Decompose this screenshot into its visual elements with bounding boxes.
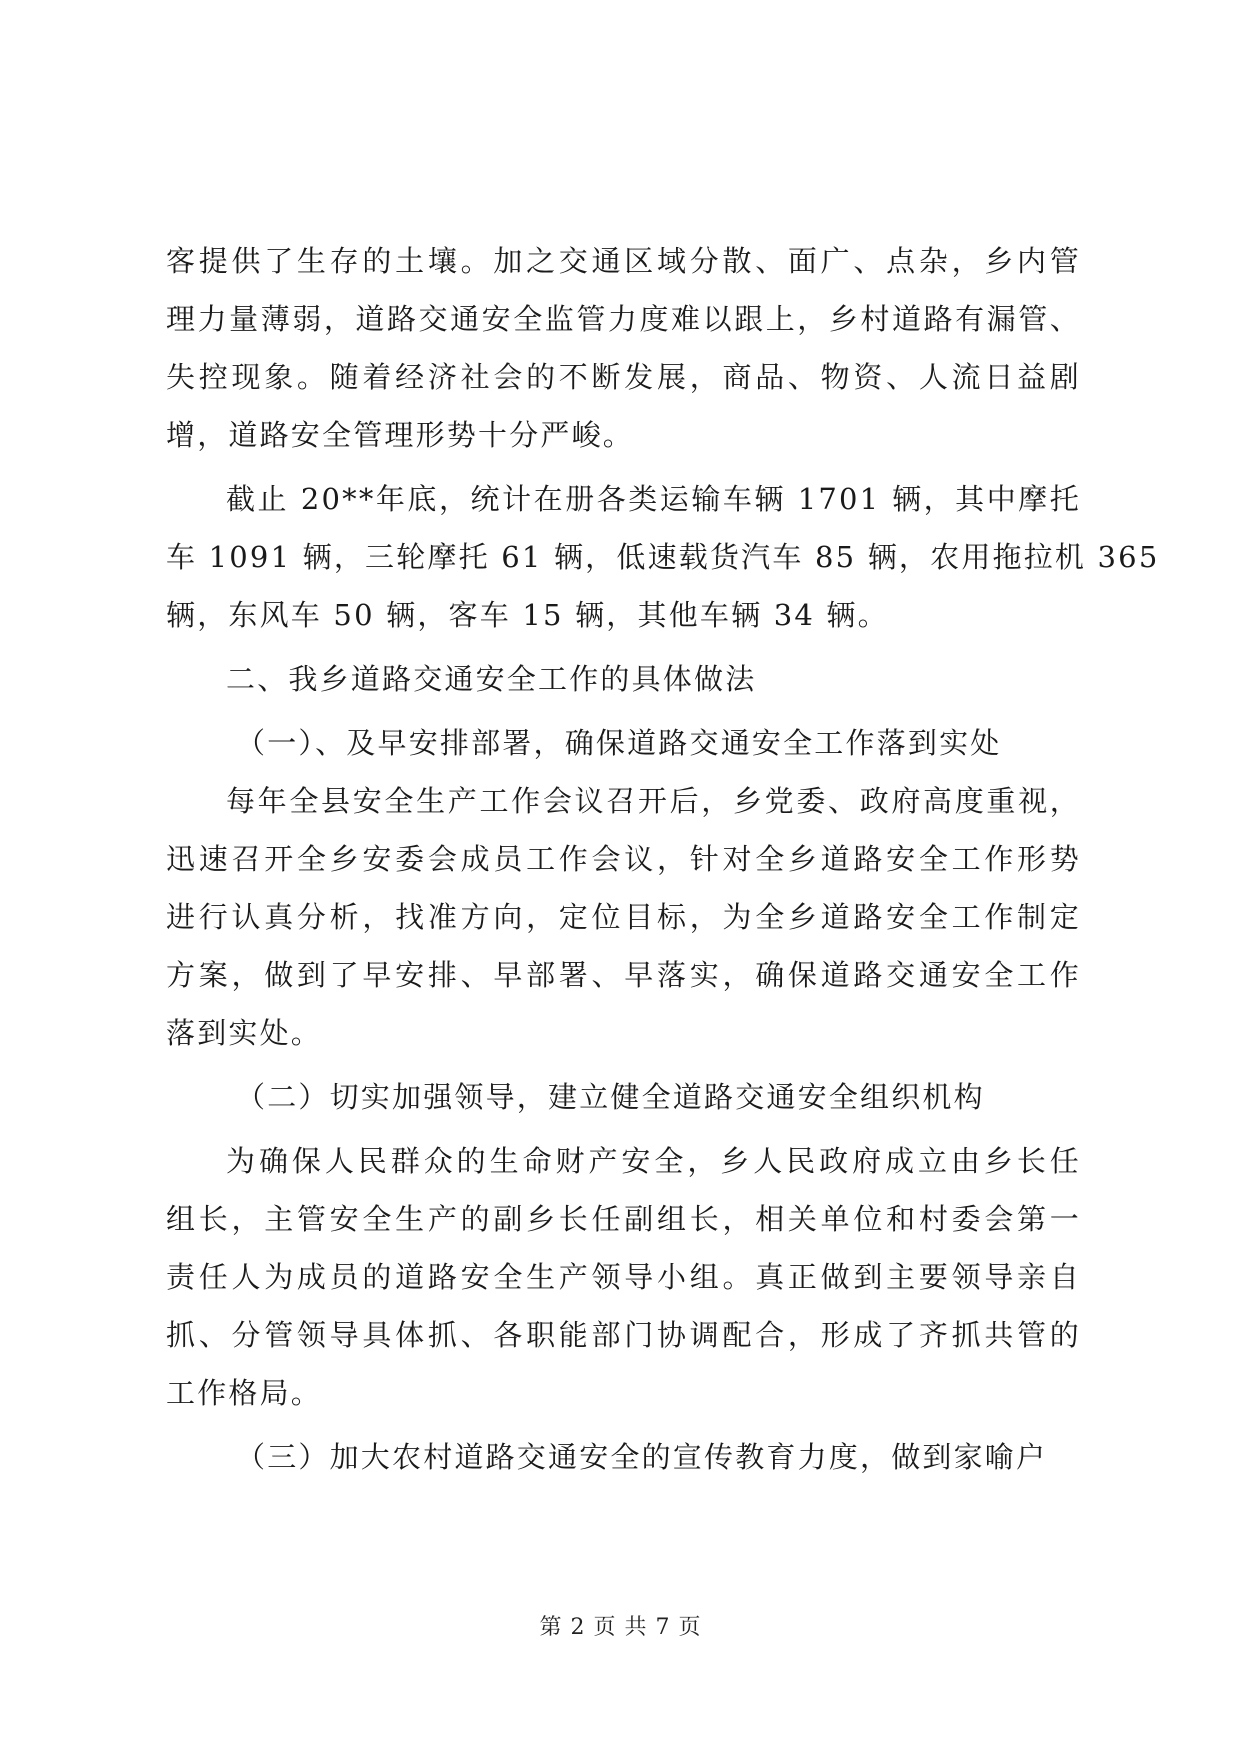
text-line: 进行认真分析，找准方向，定位目标，为全乡道路安全工作制定 xyxy=(166,900,1081,934)
heading-line: （三）加大农村道路交通安全的宣传教育力度，做到家喻户 xyxy=(236,1440,1048,1474)
subsection-heading-1 xyxy=(166,714,1081,772)
text-line: 抓、分管领导具体抓、各职能部门协调配合，形成了齐抓共管的 xyxy=(166,1318,1081,1352)
text-line: 车 1091 辆，三轮摩托 61 辆，低速载货汽车 85 辆，农用拖拉机 365 xyxy=(166,540,1160,574)
text-line: 责任人为成员的道路安全生产领导小组。真正做到主要领导亲自 xyxy=(166,1260,1081,1294)
text-line: 迅速召开全乡安委会成员工作会议，针对全乡道路安全工作形势 xyxy=(166,842,1081,876)
text-line: 失控现象。随着经济社会的不断发展，商品、物资、人流日益剧 xyxy=(166,360,1081,394)
heading-line: （一）、及早安排部署，确保道路交通安全工作落到实处 xyxy=(236,726,1002,760)
text-line: 落到实处。 xyxy=(166,1016,323,1050)
text-line: 每年全县安全生产工作会议召开后，乡党委、政府高度重视， xyxy=(226,784,1081,818)
text-line: 辆，东风车 50 辆，客车 15 辆，其他车辆 34 辆。 xyxy=(166,598,889,632)
subsection-heading-3 xyxy=(166,1428,1081,1486)
heading-line: （二）切实加强领导，建立健全道路交通安全组织机构 xyxy=(236,1080,985,1114)
text-line: 截止 20**年底，统计在册各类运输车辆 1701 辆，其中摩托 xyxy=(226,482,1081,516)
paragraph-continued xyxy=(166,232,1081,464)
text-line: 组长，主管安全生产的副乡长任副组长，相关单位和村委会第一 xyxy=(166,1202,1081,1236)
section-heading xyxy=(166,650,1081,708)
text-line: 工作格局。 xyxy=(166,1376,323,1410)
heading-line: 二、我乡道路交通安全工作的具体做法 xyxy=(226,662,757,696)
paragraph-vehicle-statistics xyxy=(166,470,1160,644)
text-line: 为确保人民群众的生命财产安全，乡人民政府成立由乡长任 xyxy=(226,1144,1081,1178)
paragraph-leadership xyxy=(166,1132,1081,1422)
subsection-heading-2 xyxy=(166,1068,1081,1126)
document-body xyxy=(166,232,1160,1486)
text-line: 理力量薄弱，道路交通安全监管力度难以跟上，乡村道路有漏管、 xyxy=(166,302,1081,336)
text-line: 方案，做到了早安排、早部署、早落实，确保道路交通安全工作 xyxy=(166,958,1081,992)
page-number-footer: 第 2 页 共 7 页 xyxy=(539,1615,702,1640)
text-line: 增，道路安全管理形势十分严峻。 xyxy=(166,418,635,452)
paragraph-deployment xyxy=(166,772,1081,1062)
text-line: 客提供了生存的土壤。加之交通区域分散、面广、点杂，乡内管 xyxy=(166,244,1081,278)
